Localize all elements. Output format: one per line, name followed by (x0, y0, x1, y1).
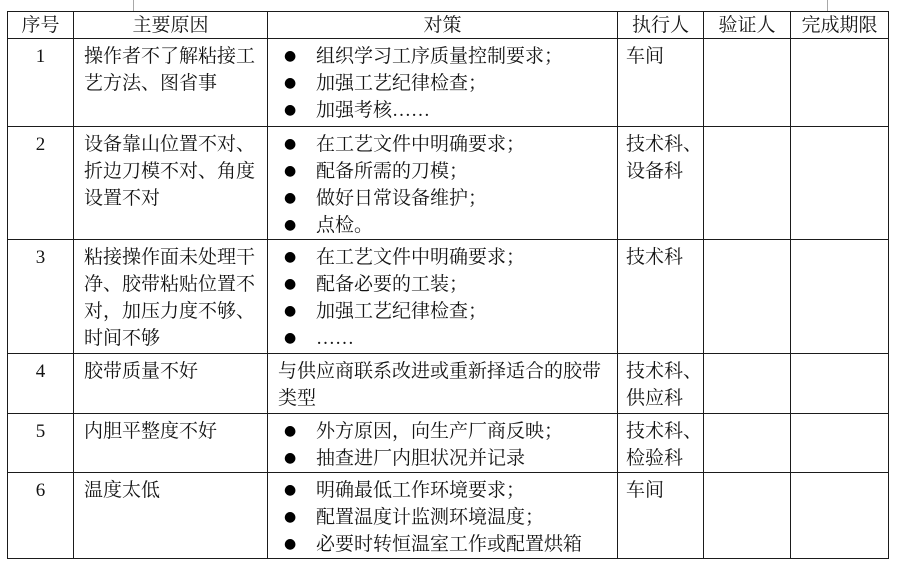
countermeasure-item (268, 97, 617, 124)
bullet-icon: ● (284, 217, 297, 233)
table-row (8, 240, 889, 354)
countermeasure-item (268, 325, 617, 352)
row-number-cell: 2 (8, 127, 74, 240)
countermeasure-text: 在工艺文件中明确要求； (316, 247, 526, 268)
deadline-cell (791, 473, 889, 559)
countermeasure-item (268, 531, 617, 558)
countermeasure-cell (268, 39, 618, 127)
verifier-cell (704, 414, 791, 473)
row-number-cell: 5 (8, 414, 74, 473)
table-row (8, 414, 889, 473)
countermeasure-text: 与供应商联系改进或重新择适合的胶带类型 (278, 361, 602, 409)
countermeasure-text: 做好日常设备维护； (316, 188, 488, 209)
countermeasure-text: 配备所需的刀模； (316, 161, 469, 182)
executor-cell (618, 127, 704, 240)
bullet-icon: ● (284, 163, 297, 179)
table-row (8, 473, 889, 559)
table-header-row (8, 12, 889, 39)
deadline-cell (791, 240, 889, 354)
executor-cell (618, 39, 704, 127)
bullet-icon: ● (284, 509, 297, 525)
main-cause-cell: 操作者不了解粘接工艺方法、图省事 (74, 39, 268, 127)
table-row (8, 127, 889, 240)
verifier-cell (704, 127, 791, 240)
executor-text: 技术科 (626, 247, 684, 268)
countermeasure-table (7, 11, 889, 559)
countermeasure-item (268, 418, 617, 445)
executor-text: 车间 (626, 480, 665, 501)
countermeasure-text: 必要时转恒温室工作或配置烘箱 (316, 534, 583, 555)
bullet-icon: ● (284, 136, 297, 152)
executor-text: 供应科 (626, 388, 684, 409)
countermeasure-item (268, 298, 617, 325)
header-executor: 执行人 (618, 12, 704, 39)
row-number-cell: 4 (8, 354, 74, 414)
bullet-icon: ● (284, 75, 297, 91)
countermeasure-item (268, 158, 617, 185)
bullet-icon: ● (284, 482, 297, 498)
countermeasure-text: 在工艺文件中明确要求； (316, 134, 526, 155)
table-row (8, 354, 889, 414)
main-cause-cell: 粘接操作面未处理干净、胶带粘贴位置不对，加压力度不够、时间不够 (74, 240, 268, 354)
countermeasure-text: 加强工艺纪律检查； (316, 301, 488, 322)
deadline-cell (791, 354, 889, 414)
executor-cell (618, 473, 704, 559)
main-cause-cell: 温度太低 (74, 473, 268, 559)
bullet-icon: ● (284, 330, 297, 346)
executor-cell (618, 354, 704, 414)
countermeasure-item (268, 271, 617, 298)
countermeasure-text: 配置温度计监测环境温度； (316, 507, 545, 528)
countermeasure-text: 点检。 (316, 215, 374, 236)
row-number-cell: 1 (8, 39, 74, 127)
header-deadline: 完成期限 (791, 12, 889, 39)
bullet-icon: ● (284, 190, 297, 206)
countermeasure-item (268, 244, 617, 271)
countermeasure-text: 明确最低工作环境要求； (316, 480, 526, 501)
header-countermeasure: 对策 (268, 12, 618, 39)
countermeasure-text: 加强工艺纪律检查； (316, 73, 488, 94)
deadline-cell (791, 39, 889, 127)
row-number-cell: 3 (8, 240, 74, 354)
table-body (8, 39, 889, 559)
countermeasure-cell (268, 473, 618, 559)
header-verifier: 验证人 (704, 12, 791, 39)
executor-text: 检验科 (626, 448, 684, 469)
deadline-cell (791, 127, 889, 240)
deadline-cell (791, 414, 889, 473)
header-main-cause: 主要原因 (74, 12, 268, 39)
bullet-icon: ● (284, 450, 297, 466)
executor-cell (618, 414, 704, 473)
countermeasure-text: 抽查进厂内胆状况并记录 (316, 448, 526, 469)
countermeasure-text: 组织学习工序质量控制要求； (316, 46, 564, 67)
countermeasure-item (268, 212, 617, 239)
executor-cell (618, 240, 704, 354)
countermeasure-item (268, 358, 617, 412)
bullet-icon: ● (284, 48, 297, 64)
countermeasure-cell (268, 354, 618, 414)
main-cause-cell: 胶带质量不好 (74, 354, 268, 414)
countermeasure-text: 配备必要的工装； (316, 274, 469, 295)
table-row (8, 39, 889, 127)
verifier-cell (704, 354, 791, 414)
verifier-cell (704, 240, 791, 354)
countermeasure-item (268, 185, 617, 212)
countermeasure-text: 加强考核…… (316, 100, 431, 121)
countermeasure-text: 外方原因，向生产厂商反映； (316, 421, 564, 442)
executor-text: 设备科 (626, 161, 684, 182)
bullet-icon: ● (284, 536, 297, 552)
main-cause-cell: 设备靠山位置不对、折边刀模不对、角度设置不对 (74, 127, 268, 240)
countermeasure-item (268, 43, 617, 70)
header-serial-number: 序号 (8, 12, 74, 39)
countermeasure-cell (268, 414, 618, 473)
bullet-icon: ● (284, 303, 297, 319)
executor-text: 车间 (626, 46, 665, 67)
row-number-cell: 6 (8, 473, 74, 559)
countermeasure-item (268, 445, 617, 472)
countermeasure-cell (268, 240, 618, 354)
countermeasure-cell (268, 127, 618, 240)
verifier-cell (704, 39, 791, 127)
countermeasure-item (268, 477, 617, 504)
bullet-icon: ● (284, 276, 297, 292)
countermeasure-item (268, 70, 617, 97)
executor-text: 技术科、 (626, 361, 703, 382)
verifier-cell (704, 473, 791, 559)
executor-text: 技术科、 (626, 134, 703, 155)
main-cause-cell: 内胆平整度不好 (74, 414, 268, 473)
executor-text: 技术科、 (626, 421, 703, 442)
bullet-icon: ● (284, 102, 297, 118)
countermeasure-item (268, 504, 617, 531)
countermeasure-text: …… (316, 328, 354, 349)
bullet-icon: ● (284, 423, 297, 439)
countermeasure-item (268, 131, 617, 158)
bullet-icon: ● (284, 249, 297, 265)
